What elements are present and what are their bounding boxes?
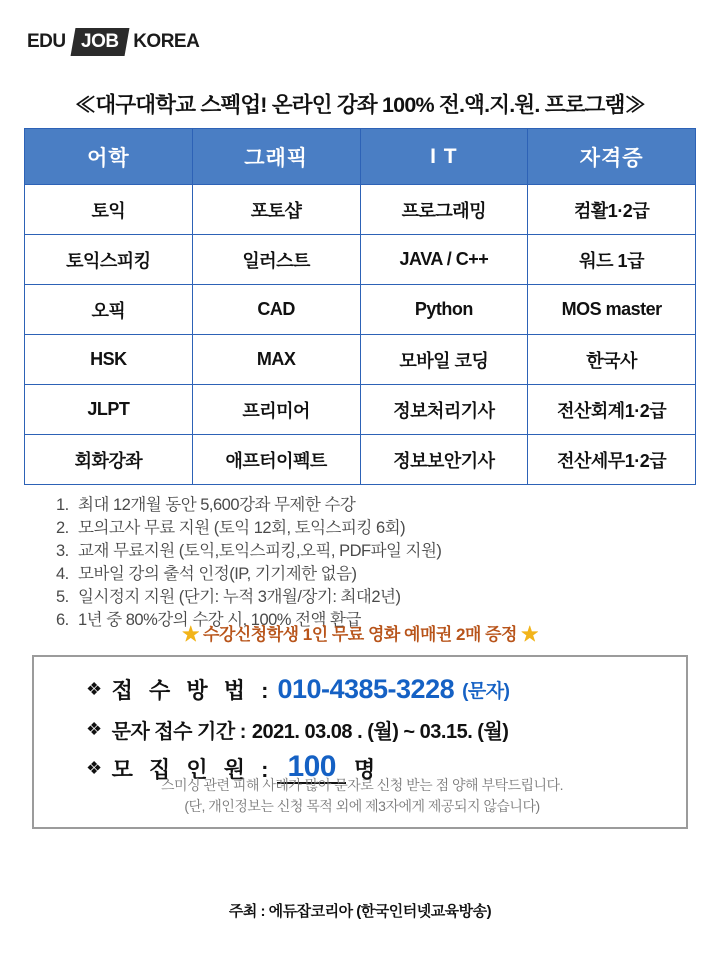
logo-box: [22, 28, 204, 56]
table-cell: 워드 1급: [528, 235, 696, 285]
table-cell: 한국사: [528, 335, 696, 385]
table-cell: 정보처리기사: [360, 385, 528, 435]
apply-period-value: 2021. 03.08 . (월) ~ 03.15. (월): [251, 721, 509, 743]
benefits-list: [56, 494, 676, 632]
list-item-number: 2.: [56, 519, 69, 537]
poster-content: [10, 10, 710, 950]
apply-disclaimer-line1: 스미싱 관련 피해 사례가 많아 문자로 신청 받는 점 양해 부탁드립니다.: [161, 777, 563, 793]
table-cell: 프리미어: [192, 385, 360, 435]
list-item-number: 5.: [56, 588, 69, 606]
star-icon: ★: [521, 625, 538, 644]
apply-period-label: 문자 접수 기간 :: [111, 721, 246, 743]
logo-text-edu: EDU: [27, 31, 66, 52]
apply-method-label: 접 수 방 법 :: [111, 678, 274, 703]
table-cell: 회화강좌: [25, 435, 193, 485]
table-row: [25, 235, 696, 285]
table-cell: MAX: [192, 335, 360, 385]
brand-logo: [22, 26, 204, 58]
list-item: [56, 494, 676, 517]
apply-disclaimer: [34, 775, 690, 817]
logo-text-job: [70, 28, 129, 56]
apply-method-row: [34, 674, 686, 705]
list-item-text: 교재 무료지원 (토익,토익스피킹,오픽, PDF파일 지원): [78, 542, 442, 560]
table-row: [25, 335, 696, 385]
logo-job-inner: JOB: [80, 31, 119, 52]
list-item-text: 1년 중 80%강의 수강 시, 100% 전액 환급: [78, 611, 361, 629]
column-header-graphic: 그래픽: [192, 129, 360, 185]
list-item: [56, 540, 676, 563]
list-item: [56, 586, 676, 609]
table-cell: 프로그래밍: [360, 185, 528, 235]
page-title: ≪대구대학교 스펙업! 온라인 강좌 100% 전.액.지.원. 프로그램≫: [74, 93, 646, 117]
list-item-text: 일시정지 지원 (단기: 누적 3개월/장기: 최대2년): [78, 588, 401, 606]
column-header-certificate: 자격증: [528, 129, 696, 185]
table-cell: 애프터이펙트: [192, 435, 360, 485]
table-cell: HSK: [25, 335, 193, 385]
footer-organizer: 주최 : 에듀잡코리아 (한국인터넷교육방송): [228, 903, 492, 920]
application-box: [32, 655, 688, 829]
list-item-number: 4.: [56, 565, 69, 583]
apply-count-unit: 명: [354, 756, 375, 782]
table-cell: 전산회계1·2급: [528, 385, 696, 435]
apply-phone-number[interactable]: 010-4385-3228: [277, 674, 455, 704]
table-cell: 오픽: [25, 285, 193, 335]
apply-count-label: 모 집 인 원 :: [111, 756, 274, 782]
diamond-bullet-icon: ❖: [86, 719, 102, 739]
table-cell: JAVA / C++: [360, 235, 528, 285]
course-table: [24, 128, 696, 485]
table-cell: Python: [360, 285, 528, 335]
table-cell: JLPT: [25, 385, 193, 435]
list-item-text: 최대 12개월 동안 5,600강좌 무제한 수강: [78, 496, 356, 514]
table-cell: 전산세무1·2급: [528, 435, 696, 485]
list-item-text: 모의고사 무료 지원 (토익 12회, 토익스피킹 6회): [78, 519, 406, 537]
apply-phone-suffix: (문자): [462, 681, 510, 702]
table-row: [25, 435, 696, 485]
table-cell: 일러스트: [192, 235, 360, 285]
list-item-number: 3.: [56, 542, 69, 560]
course-table-wrapper: [24, 128, 696, 485]
table-cell: 컴활1·2급: [528, 185, 696, 235]
table-cell: CAD: [192, 285, 360, 335]
column-header-it: I T: [360, 129, 528, 185]
star-icon: ★: [182, 625, 199, 644]
table-cell: MOS master: [528, 285, 696, 335]
table-header-row: [25, 129, 696, 185]
course-table-head: [25, 129, 696, 185]
table-row: [25, 185, 696, 235]
list-item-text: 모바일 강의 출석 인정(IP, 기기제한 없음): [78, 565, 357, 583]
apply-count-value: 100: [277, 752, 346, 784]
list-item: [56, 563, 676, 586]
gift-notice: [10, 620, 710, 645]
list-item: [56, 517, 676, 540]
apply-disclaimer-line2: (단, 개인정보는 신청 목적 외에 제3자에게 제공되지 않습니다): [184, 798, 540, 814]
table-cell: 토익스피킹: [25, 235, 193, 285]
diamond-bullet-icon: ❖: [86, 679, 102, 699]
course-table-body: [25, 185, 696, 485]
apply-period-row: [34, 715, 686, 744]
list-item-number: 1.: [56, 496, 69, 514]
logo-text-korea: KOREA: [133, 31, 200, 52]
table-cell: 모바일 코딩: [360, 335, 528, 385]
column-header-language: 어학: [25, 129, 193, 185]
table-cell: 토익: [25, 185, 193, 235]
table-row: [25, 385, 696, 435]
diamond-bullet-icon: ❖: [86, 757, 102, 778]
table-cell: 정보보안기사: [360, 435, 528, 485]
gift-notice-text: 수강신청학생 1인 무료 영화 예매권 2매 증정: [203, 625, 517, 644]
table-cell: 포토샵: [192, 185, 360, 235]
list-item-number: 6.: [56, 611, 69, 629]
table-row: [25, 285, 696, 335]
